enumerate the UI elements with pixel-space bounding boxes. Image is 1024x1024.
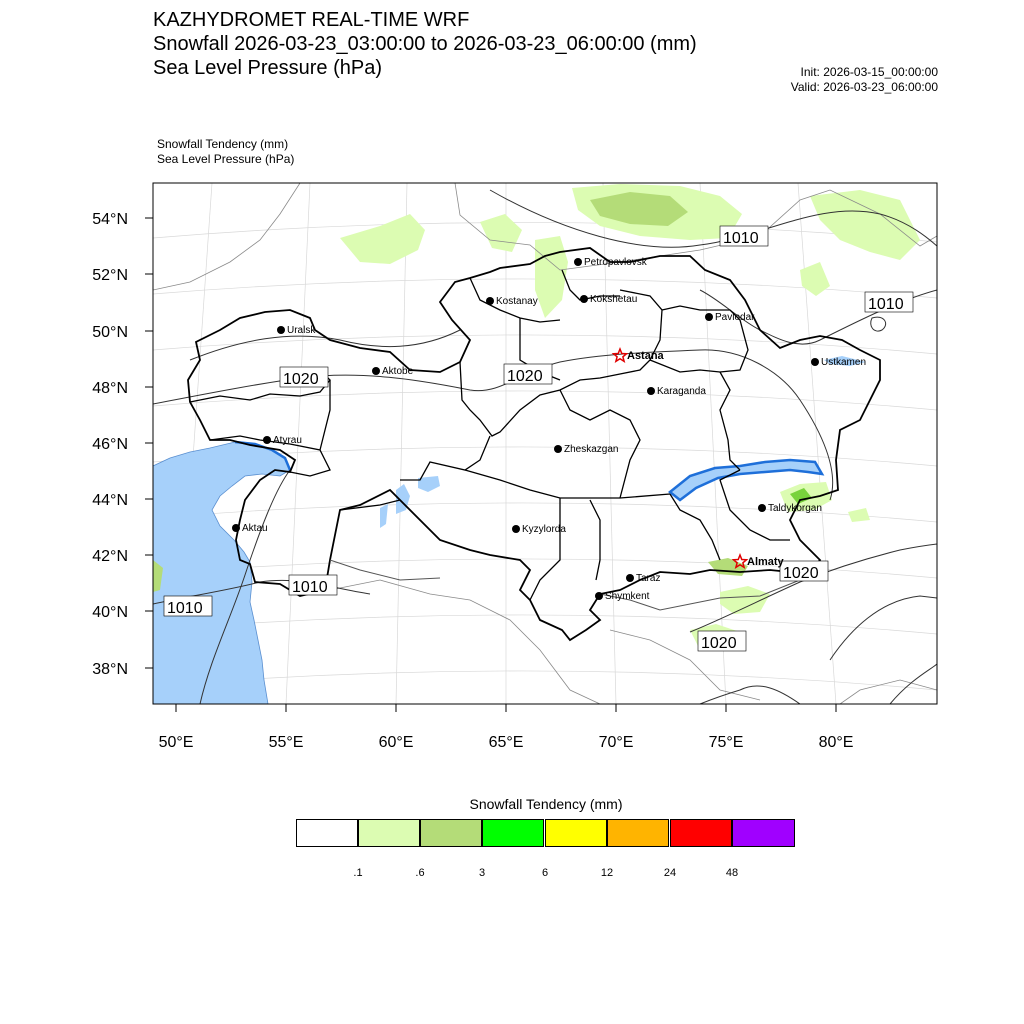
snow-area-northwest	[480, 214, 522, 252]
city-uralsk	[277, 325, 316, 336]
city-label: Kyzylorda	[522, 524, 566, 535]
city-label: Shymkent	[605, 591, 650, 602]
legend-title: Snowfall Tendency (mm)	[469, 796, 623, 812]
map-subtitle-snowfall: Snowfall 2026-03-23_03:00:00 to 2026-03-23_06:00:00 (mm)	[153, 33, 697, 55]
field-label-snowfall: Snowfall Tendency (mm)	[157, 137, 289, 151]
lat-label-48n: 48°N	[92, 380, 128, 397]
city-pavlodar	[705, 312, 755, 323]
legend-swatch-4	[545, 819, 607, 847]
aral-sea	[380, 476, 440, 528]
city-kokshetau	[580, 294, 637, 305]
legend-swatch-7	[732, 819, 795, 847]
isobar-label-1010-north: 1010	[723, 230, 759, 247]
lat-label-50n: 50°N	[92, 324, 128, 341]
city-label: Pavlodar	[715, 312, 755, 323]
legend-swatch-0	[296, 819, 358, 847]
legend-value-1: .6	[415, 867, 425, 879]
city-label: Taraz	[636, 573, 661, 584]
legend-swatch-5	[607, 819, 669, 847]
city-astana	[614, 349, 665, 362]
legend-value-5: 24	[663, 867, 677, 879]
city-label: Kostanay	[496, 296, 538, 307]
legend-value-0: .1	[353, 867, 363, 879]
legend-swatch-2	[420, 819, 482, 847]
city-label: Uralsk	[287, 325, 316, 336]
isobar-1020-tibet	[700, 686, 800, 704]
lat-label-44n: 44°N	[92, 492, 128, 509]
isobar-1020-inner	[190, 330, 460, 360]
city-label: Karaganda	[657, 386, 706, 397]
lon-label-70e: 70°E	[598, 734, 634, 751]
city-petropavlovsk	[574, 257, 648, 268]
city-ustkamen	[811, 357, 866, 368]
legend-value-2: 3	[478, 867, 486, 879]
isobar-label-1010-caspian: 1010	[167, 600, 203, 617]
lon-label-55e: 55°E	[268, 734, 304, 751]
isobar-label-1020-southeast: 1020	[783, 565, 819, 582]
capital-star-icon	[614, 349, 627, 361]
snow-area-tian-shan	[720, 586, 770, 614]
city-karaganda	[647, 386, 706, 397]
legend-swatch-6	[670, 819, 732, 847]
lon-label-60e: 60°E	[378, 734, 414, 751]
lon-label-50e: 50°E	[158, 734, 194, 751]
city-label: Kokshetau	[590, 294, 638, 305]
city-label: Astana	[627, 350, 664, 362]
city-label: Ustkamen	[821, 357, 867, 368]
isobar-1020-south	[830, 596, 937, 660]
lon-label-65e: 65°E	[488, 734, 524, 751]
snow-area-northwest-2	[535, 236, 568, 318]
legend-swatch-3	[482, 819, 544, 847]
snow-area-almaty	[708, 558, 748, 576]
legend-value-6: 48	[725, 867, 739, 879]
city-label: Almaty	[747, 556, 784, 568]
lat-label-38n: 38°N	[92, 661, 128, 678]
isobar-label-1010-east: 1010	[868, 296, 904, 313]
city-kostanay	[486, 296, 538, 307]
legend-value-4: 12	[600, 867, 614, 879]
city-almaty	[734, 555, 785, 568]
lat-label-46n: 46°N	[92, 436, 128, 453]
city-atyrau	[263, 435, 302, 446]
city-taraz	[626, 573, 660, 584]
isobar-label-1010-southwest: 1010	[292, 579, 328, 596]
city-label: Atyrau	[273, 435, 302, 446]
city-kyzylorda	[512, 524, 566, 535]
valid-time: Valid: 2026-03-23_06:00:00	[790, 80, 938, 94]
lon-label-80e: 80°E	[818, 734, 854, 751]
lon-label-75e: 75°E	[708, 734, 744, 751]
city-aktobe	[372, 366, 414, 377]
city-label: Taldykorgan	[768, 503, 822, 514]
caspian-sea	[153, 442, 290, 704]
lat-label-54n: 54°N	[92, 211, 128, 228]
isobar-label-1020-central: 1020	[507, 368, 543, 385]
isobar-1020-southeast	[690, 544, 937, 632]
isobar-east-loop	[871, 317, 886, 331]
lat-label-42n: 42°N	[92, 548, 128, 565]
city-label: Petropavlovsk	[584, 257, 647, 268]
lat-label-52n: 52°N	[92, 267, 128, 284]
map-title: KAZHYDROMET REAL-TIME WRF	[153, 9, 470, 31]
map-subtitle-pressure: Sea Level Pressure (hPa)	[153, 57, 383, 79]
snow-area-balkhash-east	[848, 508, 870, 522]
city-label: Aktau	[242, 523, 268, 534]
legend-swatch-1	[358, 819, 420, 847]
lat-label-40n: 40°N	[92, 604, 128, 621]
init-time: Init: 2026-03-15_00:00:00	[800, 65, 938, 79]
city-zheskazgan	[554, 444, 618, 455]
city-label: Aktobe	[382, 366, 414, 377]
snow-area-far-north	[340, 214, 425, 264]
legend-value-3: 6	[541, 867, 549, 879]
city-label: Zheskazgan	[564, 444, 619, 455]
snow-area-east	[800, 262, 830, 296]
isobar-label-1020-west: 1020	[283, 371, 319, 388]
snow-area-northeast	[810, 190, 920, 260]
field-label-pressure: Sea Level Pressure (hPa)	[157, 152, 295, 166]
isobar-label-1020-south: 1020	[701, 635, 737, 652]
city-taldykorgan	[758, 503, 822, 514]
